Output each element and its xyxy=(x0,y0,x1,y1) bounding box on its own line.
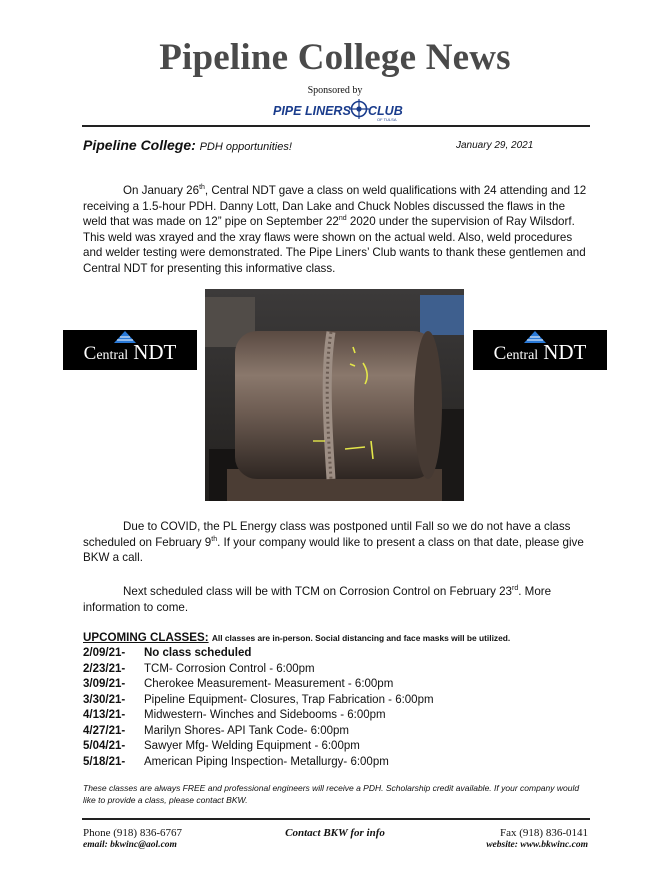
sponsored-by-label: Sponsored by xyxy=(307,85,363,96)
article-date: January 29, 2021 xyxy=(456,140,534,151)
newsletter-title: Pipeline College News xyxy=(159,37,511,78)
article-paragraph-3: Next scheduled class will be with TCM on Corrosion Control on February 23rd. More information to come. xyxy=(83,585,552,614)
header-divider xyxy=(82,125,590,127)
upcoming-classes-title: UPCOMING CLASSES: xyxy=(83,631,209,644)
headline-subtitle: PDH opportunities! xyxy=(199,141,292,153)
sponsor-logo-left-text: PIPE LINERS xyxy=(273,104,351,118)
footer-divider xyxy=(82,818,590,820)
headline-lead: Pipeline College: xyxy=(83,137,196,153)
class-item: 4/27/21- Marilyn Shores- API Tank Code- 6:00pm xyxy=(83,724,349,737)
sponsor-logo-small-text: OF TULSA xyxy=(377,117,397,122)
pipe-liners-club-logo xyxy=(273,96,403,122)
article-headline xyxy=(83,137,292,153)
class-item: 3/30/21- Pipeline Equipment- Closures, Trap Fabrication - 6:00pm xyxy=(83,693,434,706)
central-ndt-logo-left: Central NDT xyxy=(63,330,197,370)
class-item: 5/04/21- Sawyer Mfg- Welding Equipment - 6:00pm xyxy=(83,740,360,752)
article-paragraph-1: On January 26th, Central NDT gave a class on weld qualifications with 24 attending and 12 receiving a 1.5-hour PDH. Danny Lott, Dan Lake and Chuck Nobles discussed the flaws in the weld that was made on 12” pipe on September 22nd 2020 under the supervision of Ray Wilsdorf. This weld was xrayed and the xray flaws were shown on the actual weld. Also, weld procedures and welder testing were demonstrated. The Pipe Liners’ Club wants to thank these gentlemen and Central NDT for presenting this informative class. xyxy=(83,184,587,275)
upcoming-classes-heading xyxy=(83,631,510,644)
upcoming-classes-note: All classes are in-person. Social distancing and face masks will be utilized. xyxy=(211,633,511,643)
valve-wheel-icon xyxy=(349,99,369,119)
footer-contact: Contact BKW for info xyxy=(285,827,385,839)
class-item: 2/09/21- No class scheduled xyxy=(83,647,252,659)
class-item: 2/23/21- TCM- Corrosion Control - 6:00pm xyxy=(83,662,315,675)
upcoming-classes-list xyxy=(83,646,588,770)
footer-phone: Phone (918) 836-6767 xyxy=(83,827,182,839)
footer-fax: Fax (918) 836-0141 xyxy=(500,827,588,839)
class-item: 3/09/21- Cherokee Measurement- Measurement - 6:00pm xyxy=(83,678,394,690)
footer-website: website: www.bkwinc.com xyxy=(486,840,588,850)
disclaimer-note: These classes are always FREE and professional engineers will receive a PDH. Scholarship credit available. If your company would like to provide a class, please contact BKW. xyxy=(83,783,580,805)
class-item: 4/13/21- Midwestern- Winches and Sidebooms - 6:00pm xyxy=(83,709,386,721)
class-item: 5/18/21- American Piping Inspection- Metallurgy- 6:00pm xyxy=(83,755,389,768)
welded-pipe-photo xyxy=(205,289,464,501)
article-paragraph-2: Due to COVID, the PL Energy class was postponed until Fall so we do not have a class scheduled on February 9th. If your company would like to present a class on that date, please give BKW a call. xyxy=(83,520,584,564)
central-ndt-logo-right: Central NDT xyxy=(473,330,607,370)
footer-email: email: bkwinc@aol.com xyxy=(83,840,177,850)
sponsor-logo-right-text: CLUB xyxy=(368,104,403,118)
